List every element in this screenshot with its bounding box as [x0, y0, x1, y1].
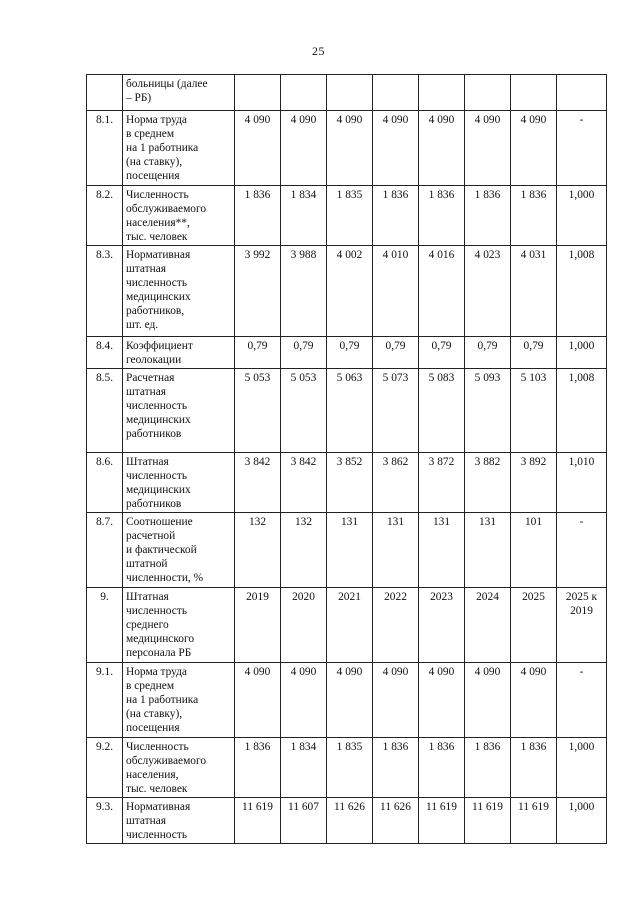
value-cell: 4 090 — [373, 111, 419, 186]
value-cell: 3 988 — [281, 246, 327, 337]
value-cell: 131 — [419, 513, 465, 588]
value-cell — [419, 75, 465, 111]
value-cell: 131 — [373, 513, 419, 588]
value-cell: 5 073 — [373, 369, 419, 453]
value-cell: 1 836 — [235, 186, 281, 246]
value-cell: 4 090 — [373, 663, 419, 738]
value-cell: 5 053 — [281, 369, 327, 453]
value-cell — [235, 75, 281, 111]
row-number-cell — [87, 75, 123, 111]
table-row — [87, 246, 607, 337]
value-cell: 3 892 — [511, 453, 557, 513]
table-row — [87, 337, 607, 369]
value-cell: 2021 — [327, 588, 373, 663]
value-cell: 0,79 — [235, 337, 281, 369]
page-number: 25 — [312, 44, 325, 58]
value-cell: 11 607 — [281, 798, 327, 844]
value-cell: 2020 — [281, 588, 327, 663]
value-cell: 3 852 — [327, 453, 373, 513]
value-cell: 2023 — [419, 588, 465, 663]
value-cell: 11 619 — [511, 798, 557, 844]
value-cell: 1 835 — [327, 186, 373, 246]
value-cell: 4 010 — [373, 246, 419, 337]
ratio-cell: 1,008 — [557, 246, 607, 337]
value-cell: 1 836 — [419, 738, 465, 798]
indicator-name-cell: Коэффициент геолокации — [123, 337, 235, 369]
value-cell: 4 090 — [327, 663, 373, 738]
row-number-cell: 8.3. — [87, 246, 123, 337]
value-cell: 0,79 — [281, 337, 327, 369]
value-cell: 4 023 — [465, 246, 511, 337]
value-cell: 1 836 — [511, 738, 557, 798]
value-cell: 4 090 — [511, 663, 557, 738]
ratio-cell — [557, 75, 607, 111]
table-row — [87, 111, 607, 186]
indicator-name-cell: Нормативная штатная численность медицинских работников, шт. ед. — [123, 246, 235, 337]
indicator-name-cell: Расчетная штатная численность медицинских работников — [123, 369, 235, 453]
value-cell: 132 — [235, 513, 281, 588]
row-number-cell: 8.2. — [87, 186, 123, 246]
value-cell: 5 093 — [465, 369, 511, 453]
table-body — [87, 75, 607, 844]
table-row — [87, 588, 607, 663]
value-cell: 2022 — [373, 588, 419, 663]
value-cell: 3 882 — [465, 453, 511, 513]
ratio-cell: 2025 к 2019 — [557, 588, 607, 663]
value-cell: 1 836 — [465, 186, 511, 246]
indicator-name-cell: Численность обслуживаемого населения**, тыс. человек — [123, 186, 235, 246]
value-cell: 0,79 — [511, 337, 557, 369]
value-cell: 2025 — [511, 588, 557, 663]
row-number-cell: 8.1. — [87, 111, 123, 186]
row-number-cell: 9.2. — [87, 738, 123, 798]
value-cell: 131 — [327, 513, 373, 588]
row-number-cell: 8.7. — [87, 513, 123, 588]
ratio-cell: - — [557, 513, 607, 588]
value-cell: 1 834 — [281, 186, 327, 246]
row-number-cell: 9. — [87, 588, 123, 663]
value-cell: 4 090 — [327, 111, 373, 186]
indicator-name-cell: больницы (далее – РБ) — [123, 75, 235, 111]
value-cell: 3 872 — [419, 453, 465, 513]
value-cell: 4 090 — [419, 663, 465, 738]
value-cell: 4 002 — [327, 246, 373, 337]
value-cell: 1 836 — [373, 186, 419, 246]
value-cell: 3 842 — [235, 453, 281, 513]
value-cell — [281, 75, 327, 111]
table-row — [87, 798, 607, 844]
value-cell: 1 836 — [511, 186, 557, 246]
table-row — [87, 663, 607, 738]
value-cell: 4 090 — [281, 111, 327, 186]
value-cell: 11 626 — [327, 798, 373, 844]
indicator-name-cell: Нормативная штатная численность — [123, 798, 235, 844]
value-cell: 1 836 — [235, 738, 281, 798]
row-number-cell: 8.4. — [87, 337, 123, 369]
value-cell: 4 090 — [465, 663, 511, 738]
value-cell: 4 016 — [419, 246, 465, 337]
ratio-cell: - — [557, 111, 607, 186]
value-cell: 5 063 — [327, 369, 373, 453]
value-cell: 101 — [511, 513, 557, 588]
value-cell: 4 090 — [235, 663, 281, 738]
value-cell: 131 — [465, 513, 511, 588]
value-cell: 4 090 — [465, 111, 511, 186]
indicator-name-cell: Штатная численность медицинских работников — [123, 453, 235, 513]
table-row — [87, 186, 607, 246]
value-cell: 4 090 — [511, 111, 557, 186]
value-cell: 1 835 — [327, 738, 373, 798]
value-cell — [465, 75, 511, 111]
value-cell: 132 — [281, 513, 327, 588]
value-cell: 4 090 — [235, 111, 281, 186]
value-cell: 3 862 — [373, 453, 419, 513]
row-number-cell: 8.5. — [87, 369, 123, 453]
value-cell: 11 626 — [373, 798, 419, 844]
value-cell: 11 619 — [235, 798, 281, 844]
row-number-cell: 9.1. — [87, 663, 123, 738]
row-number-cell: 8.6. — [87, 453, 123, 513]
value-cell: 1 836 — [419, 186, 465, 246]
value-cell: 1 836 — [373, 738, 419, 798]
staffing-table — [86, 74, 607, 844]
value-cell: 2024 — [465, 588, 511, 663]
ratio-cell: - — [557, 663, 607, 738]
value-cell: 4 031 — [511, 246, 557, 337]
value-cell: 1 834 — [281, 738, 327, 798]
row-number-cell: 9.3. — [87, 798, 123, 844]
value-cell: 3 842 — [281, 453, 327, 513]
table-row — [87, 513, 607, 588]
indicator-name-cell: Норма труда в среднем на 1 работника (на ставку), посещения — [123, 111, 235, 186]
table-row — [87, 453, 607, 513]
value-cell — [511, 75, 557, 111]
value-cell: 5 053 — [235, 369, 281, 453]
ratio-cell: 1,000 — [557, 186, 607, 246]
ratio-cell: 1,000 — [557, 798, 607, 844]
value-cell: 4 090 — [419, 111, 465, 186]
value-cell: 0,79 — [327, 337, 373, 369]
value-cell: 4 090 — [281, 663, 327, 738]
indicator-name-cell: Норма труда в среднем на 1 работника (на ставку), посещения — [123, 663, 235, 738]
table-row — [87, 75, 607, 111]
value-cell: 1 836 — [465, 738, 511, 798]
value-cell — [373, 75, 419, 111]
table-row — [87, 738, 607, 798]
indicator-name-cell: Численность обслуживаемого населения, тыс. человек — [123, 738, 235, 798]
value-cell: 3 992 — [235, 246, 281, 337]
value-cell: 5 103 — [511, 369, 557, 453]
value-cell: 2019 — [235, 588, 281, 663]
table-row — [87, 369, 607, 453]
indicator-name-cell: Штатная численность среднего медицинского персонала РБ — [123, 588, 235, 663]
value-cell: 0,79 — [373, 337, 419, 369]
ratio-cell: 1,000 — [557, 337, 607, 369]
value-cell: 11 619 — [419, 798, 465, 844]
indicator-name-cell: Соотношение расчетной и фактической штатной численности, % — [123, 513, 235, 588]
ratio-cell: 1,010 — [557, 453, 607, 513]
value-cell — [327, 75, 373, 111]
value-cell: 11 619 — [465, 798, 511, 844]
value-cell: 0,79 — [419, 337, 465, 369]
ratio-cell: 1,000 — [557, 738, 607, 798]
value-cell: 5 083 — [419, 369, 465, 453]
value-cell: 0,79 — [465, 337, 511, 369]
ratio-cell: 1,008 — [557, 369, 607, 453]
